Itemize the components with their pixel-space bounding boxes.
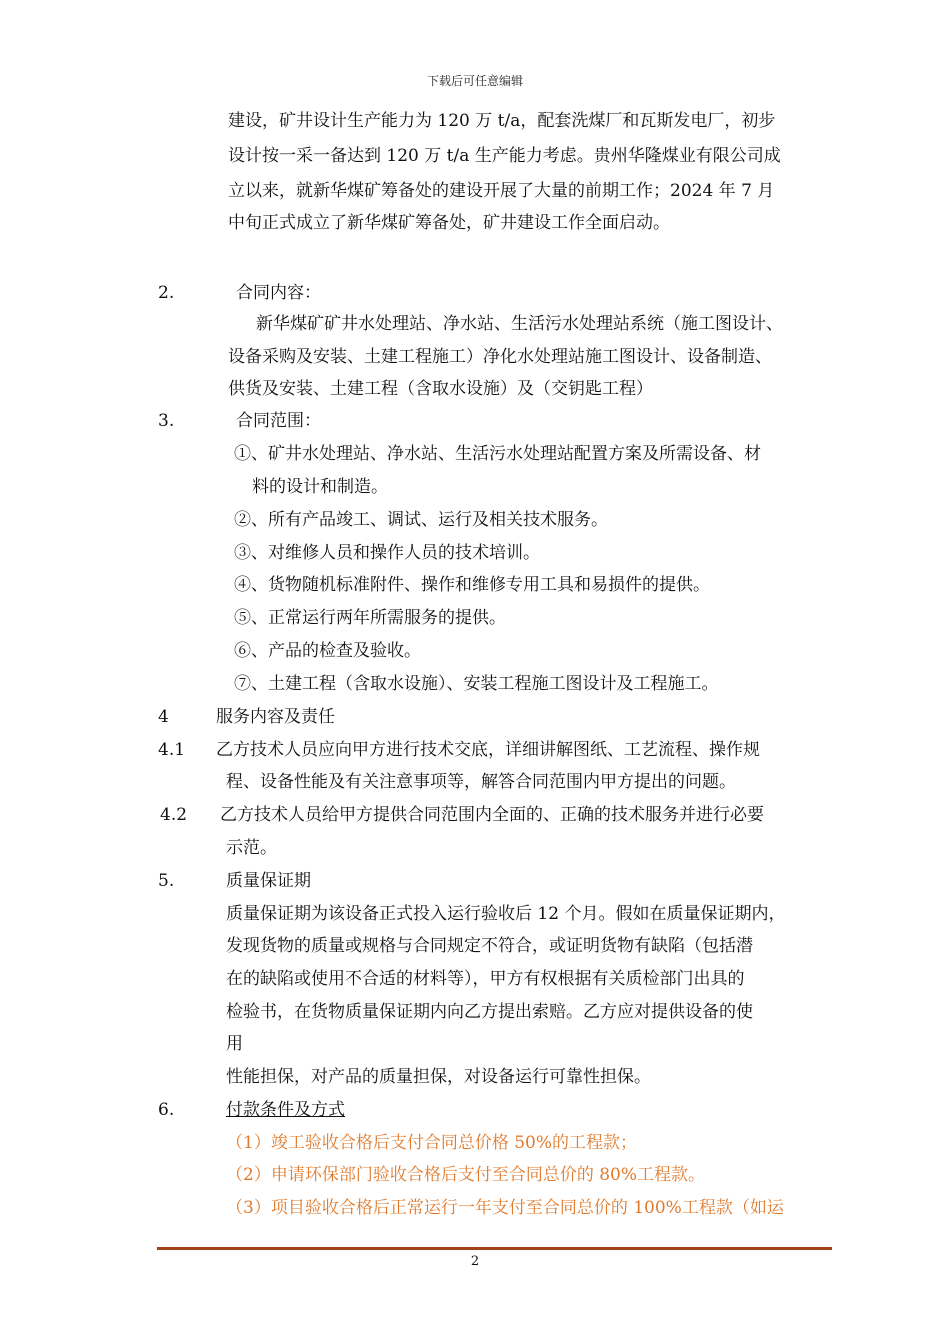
section-5-line: 用: [226, 1034, 243, 1054]
intro-line: 中旬正式成立了新华煤矿筹备处，矿井建设工作全面启动。: [228, 213, 670, 233]
section-5-line: 在的缺陷或使用不合适的材料等），甲方有权根据有关质检部门出具的: [226, 969, 745, 989]
section-5-line: 发现货物的质量或规格与合同规定不符合，或证明货物有缺陷（包括潜: [226, 936, 753, 956]
page-number: 2: [470, 1254, 480, 1269]
section-2-line: 新华煤矿矿井水处理站、净水站、生活污水处理站系统（施工图设计、: [256, 314, 783, 334]
section-2-line: 设备采购及安装、土建工程施工）净化水处理站施工图设计、设备制造、: [228, 347, 772, 367]
scope-item: ⑤、正常运行两年所需服务的提供。: [234, 608, 506, 628]
clause-4-2-line: 示范。: [226, 838, 277, 858]
clause-4-1-number: 4.1: [158, 740, 186, 760]
section-4-number: 4: [158, 707, 169, 727]
scope-item: ⑥、产品的检查及验收。: [234, 641, 421, 661]
intro-line: 设计按一采一备达到 120 万 t/a 生产能力考虑。贵州华隆煤业有限公司成: [228, 146, 781, 166]
section-2-line: 供货及安装、土建工程（含取水设施）及（交钥匙工程）: [228, 379, 653, 399]
clause-4-1-line: 乙方技术人员应向甲方进行技术交底，详细讲解图纸、工艺流程、操作规: [216, 740, 760, 760]
payment-item: （3）项目验收合格后正常运行一年支付至合同总价的 100%工程款（如运: [226, 1198, 784, 1218]
section-5-line: 质量保证期为该设备正式投入运行验收后 12 个月。假如在质量保证期内，: [226, 904, 786, 924]
clause-4-2-number: 4.2: [160, 805, 188, 825]
clause-4-1-line: 程、设备性能及有关注意事项等，解答合同范围内甲方提出的问题。: [226, 772, 736, 792]
section-3-title: 合同范围：: [236, 411, 321, 431]
clause-4-2-line: 乙方技术人员给甲方提供合同范围内全面的、正确的技术服务并进行必要: [220, 805, 764, 825]
section-2-number: 2.: [158, 283, 175, 303]
section-6-number: 6.: [158, 1100, 175, 1120]
scope-item: 料的设计和制造。: [252, 477, 388, 497]
section-4-title: 服务内容及责任: [216, 707, 335, 727]
section-5-line: 性能担保，对产品的质量担保，对设备运行可靠性担保。: [226, 1067, 651, 1087]
section-6-title: 付款条件及方式: [226, 1100, 345, 1120]
section-5-number: 5.: [158, 871, 175, 891]
section-5-line: 检验书，在货物质量保证期内向乙方提出索赔。乙方应对提供设备的使: [226, 1002, 753, 1022]
scope-item: ②、所有产品竣工、调试、运行及相关技术服务。: [234, 510, 608, 530]
payment-item: （1）竣工验收合格后支付合同总价格 50%的工程款；: [226, 1133, 638, 1153]
footer-rule: [157, 1247, 832, 1250]
intro-line: 立以来，就新华煤矿筹备处的建设开展了大量的前期工作；2024 年 7 月: [228, 181, 775, 201]
scope-item: ④、货物随机标准附件、操作和维修专用工具和易损件的提供。: [234, 575, 710, 595]
scope-item: ③、对维修人员和操作人员的技术培训。: [234, 543, 540, 563]
intro-line: 建设，矿井设计生产能力为 120 万 t/a，配套洗煤厂和瓦斯发电厂，初步: [228, 111, 776, 131]
section-2-title: 合同内容：: [236, 283, 321, 303]
section-3-number: 3.: [158, 411, 175, 431]
section-5-title: 质量保证期: [226, 871, 311, 891]
payment-item: （2）申请环保部门验收合格后支付至合同总价的 80%工程款。: [226, 1165, 706, 1185]
scope-item: ①、矿井水处理站、净水站、生活污水处理站配置方案及所需设备、材: [234, 444, 761, 464]
scope-item: ⑦、土建工程（含取水设施）、安装工程施工图设计及工程施工。: [234, 674, 719, 694]
page-header: 下载后可任意编辑: [426, 74, 523, 88]
